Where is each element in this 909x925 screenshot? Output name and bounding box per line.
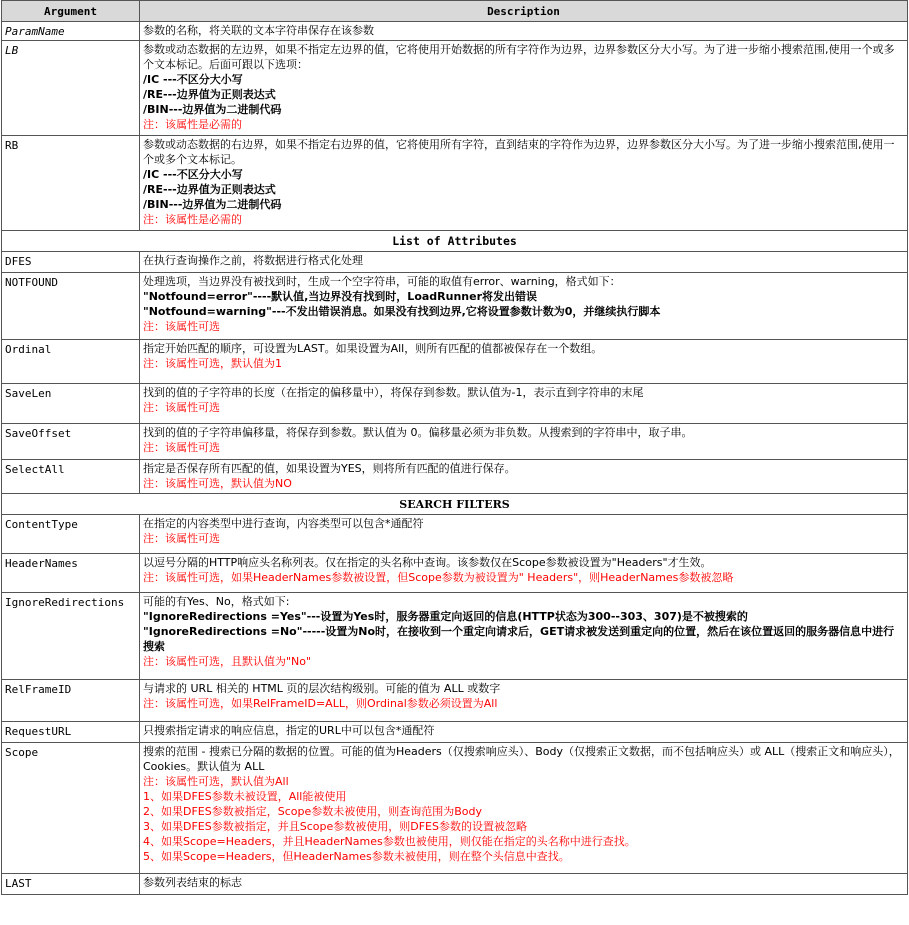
argument-description <box>140 460 908 494</box>
argument-name: LB <box>2 41 140 136</box>
description-column-header: Description <box>140 1 908 22</box>
argument-description <box>140 554 908 593</box>
table-row <box>2 252 908 273</box>
argument-name: RelFrameID <box>2 680 140 722</box>
option-line: /RE---边界值为正则表达式 <box>143 88 276 101</box>
option-line: "IgnoreRedirections =No"-----设置为No时，在接收到一个重定向请求后，GET请求被发送到重定向的位置，然后在该位置返回的服务器信息中进行搜索 <box>143 625 895 653</box>
note-line: 2、如果DFES参数被指定，Scope参数未被使用，则查询范围为Body <box>143 805 483 818</box>
argument-name: RequestURL <box>2 722 140 743</box>
table-row <box>2 41 908 136</box>
argument-description <box>140 41 908 136</box>
table-row <box>2 136 908 231</box>
note-line: 注：该属性可选，默认值为All <box>143 775 289 788</box>
table-row <box>2 340 908 384</box>
argument-description <box>140 22 908 41</box>
argument-description <box>140 874 908 895</box>
argument-name: Ordinal <box>2 340 140 384</box>
description-line: 参数或动态数据的左边界，如果不指定左边界的值，它将使用开始数据的所有字符作为边界，边界参数区分大小写。为了进一步缩小搜索范围,使用一个或多个文本标记。后面可跟以下选项： <box>143 43 895 71</box>
note-line: 3、如果DFES参数被指定，并且Scope参数被使用，则DFES参数的设置被忽略 <box>143 820 527 833</box>
description-line: 处理选项，当边界没有被找到时，生成一个空字符串，可能的取值有error、warning，格式如下： <box>143 275 621 288</box>
argument-name: SaveLen <box>2 384 140 424</box>
table-row <box>2 460 908 494</box>
note-line: 注：该属性可选，如果RelFrameID=ALL，则Ordinal参数必须设置为All <box>143 697 498 710</box>
table-row <box>2 384 908 424</box>
note-line: 注：该属性可选，如果HeaderNames参数被设置，但Scope参数为被设置为" Headers"，则HeaderNames参数被忽略 <box>143 571 734 584</box>
option-line: /IC ---不区分大小写 <box>143 168 243 181</box>
note-line: 注：该属性是必需的 <box>143 118 242 131</box>
description-line: 在指定的内容类型中进行查询，内容类型可以包含*通配符 <box>143 517 424 530</box>
argument-column-header: Argument <box>2 1 140 22</box>
description-line: 与请求的 URL 相关的 HTML 页的层次结构级别。可能的值为 ALL 或数字 <box>143 682 501 695</box>
argument-name: HeaderNames <box>2 554 140 593</box>
argument-name: SelectAll <box>2 460 140 494</box>
option-line: /BIN---边界值为二进制代码 <box>143 103 282 116</box>
description-line: 可能的有Yes、No，格式如下: <box>143 595 290 608</box>
note-line: 1、如果DFES参数未被设置，All能被使用 <box>143 790 347 803</box>
argument-description <box>140 722 908 743</box>
section-title: SEARCH FILTERS <box>2 494 908 515</box>
argument-name: RB <box>2 136 140 231</box>
description-line: 在执行查询操作之前，将数据进行格式化处理 <box>143 254 363 267</box>
note-line: 注：该属性可选 <box>143 441 220 454</box>
argument-description <box>140 680 908 722</box>
section-title: List of Attributes <box>2 231 908 252</box>
table-row <box>2 22 908 41</box>
argument-name: ParamName <box>2 22 140 41</box>
note-line: 注：该属性可选 <box>143 320 220 333</box>
table-row <box>2 554 908 593</box>
note-line: 注：该属性可选 <box>143 532 220 545</box>
option-line: "IgnoreRedirections =Yes"---设置为Yes时，服务器重定向返回的信息(HTTP状态为300--303、307)是不被搜索的 <box>143 610 748 623</box>
note-line: 注：该属性可选，且默认值为"No" <box>143 655 312 668</box>
table-row <box>2 593 908 680</box>
section-title-row <box>2 231 908 252</box>
argument-description <box>140 273 908 340</box>
note-line: 注：该属性可选 <box>143 401 220 414</box>
argument-name: IgnoreRedirections <box>2 593 140 680</box>
note-line: 注：该属性是必需的 <box>143 213 242 226</box>
argument-name: Scope <box>2 743 140 874</box>
table-row <box>2 743 908 874</box>
table-row <box>2 515 908 554</box>
table-row <box>2 722 908 743</box>
option-line: "Notfound=error"----默认值,当边界没有找到时，LoadRunner将发出错误 <box>143 290 538 303</box>
description-line: 指定是否保存所有匹配的值，如果设置为YES，则将所有匹配的值进行保存。 <box>143 462 516 475</box>
description-line: 找到的值的子字符串的长度（在指定的偏移量中），将保存到参数。默认值为-1，表示直到字符串的末尾 <box>143 386 644 399</box>
table-row <box>2 874 908 895</box>
argument-description <box>140 424 908 460</box>
table-header-row <box>2 1 908 22</box>
section-title-row <box>2 494 908 515</box>
argument-name: LAST <box>2 874 140 895</box>
note-line: 注：该属性可选，默认值为NO <box>143 477 292 490</box>
description-line: 指定开始匹配的顺序，可设置为LAST。如果设置为All，则所有匹配的值都被保存在一个数组。 <box>143 342 603 355</box>
argument-name: NOTFOUND <box>2 273 140 340</box>
argument-description <box>140 515 908 554</box>
option-line: /RE---边界值为正则表达式 <box>143 183 276 196</box>
table-row <box>2 273 908 340</box>
argument-name: ContentType <box>2 515 140 554</box>
table-body <box>2 22 908 895</box>
description-line: 找到的值的子字符串偏移量，将保存到参数。默认值为 0。偏移量必须为非负数。从搜索到的字符串中，取子串。 <box>143 426 693 439</box>
argument-description <box>140 136 908 231</box>
note-line: 4、如果Scope=Headers，并且HeaderNames参数也被使用，则仅能在指定的头名称中进行查找。 <box>143 835 636 848</box>
option-line: /BIN---边界值为二进制代码 <box>143 198 282 211</box>
argument-description <box>140 593 908 680</box>
description-line: 参数列表结束的标志 <box>143 876 242 889</box>
argument-name: DFES <box>2 252 140 273</box>
description-line: 参数的名称，将关联的文本字符串保存在该参数 <box>143 24 374 37</box>
option-line: /IC ---不区分大小写 <box>143 73 243 86</box>
argument-name: SaveOffset <box>2 424 140 460</box>
attributes-table <box>1 0 908 895</box>
option-line: "Notfound=warning"---不发出错误消息。如果没有找到边界,它将设置参数计数为0，并继续执行脚本 <box>143 305 661 318</box>
argument-description <box>140 340 908 384</box>
argument-description <box>140 384 908 424</box>
argument-description <box>140 252 908 273</box>
note-line: 注：该属性可选，默认值为1 <box>143 357 282 370</box>
argument-description <box>140 743 908 874</box>
description-line: 只搜索指定请求的响应信息，指定的URL中可以包含*通配符 <box>143 724 435 737</box>
description-line: 搜索的范围 - 搜索已分隔的数据的位置。可能的值为Headers（仅搜索响应头）、Body（仅搜索正文数据，而不包括响应头）或 ALL（搜索正文和响应头），Cookies。默认值为 ALL <box>143 745 900 773</box>
table-row <box>2 424 908 460</box>
description-line: 以逗号分隔的HTTP响应头名称列表。仅在指定的头名称中查询。该参数仅在Scope参数被设置为"Headers"才生效。 <box>143 556 712 569</box>
table-row <box>2 680 908 722</box>
note-line: 5、如果Scope=Headers，但HeaderNames参数未被使用，则在整个头信息中查找。 <box>143 850 570 863</box>
description-line: 参数或动态数据的右边界，如果不指定右边界的值，它将使用所有字符，直到结束的字符作为边界，边界参数区分大小写。为了进一步缩小搜索范围,使用一个或多个文本标记。 <box>143 138 895 166</box>
